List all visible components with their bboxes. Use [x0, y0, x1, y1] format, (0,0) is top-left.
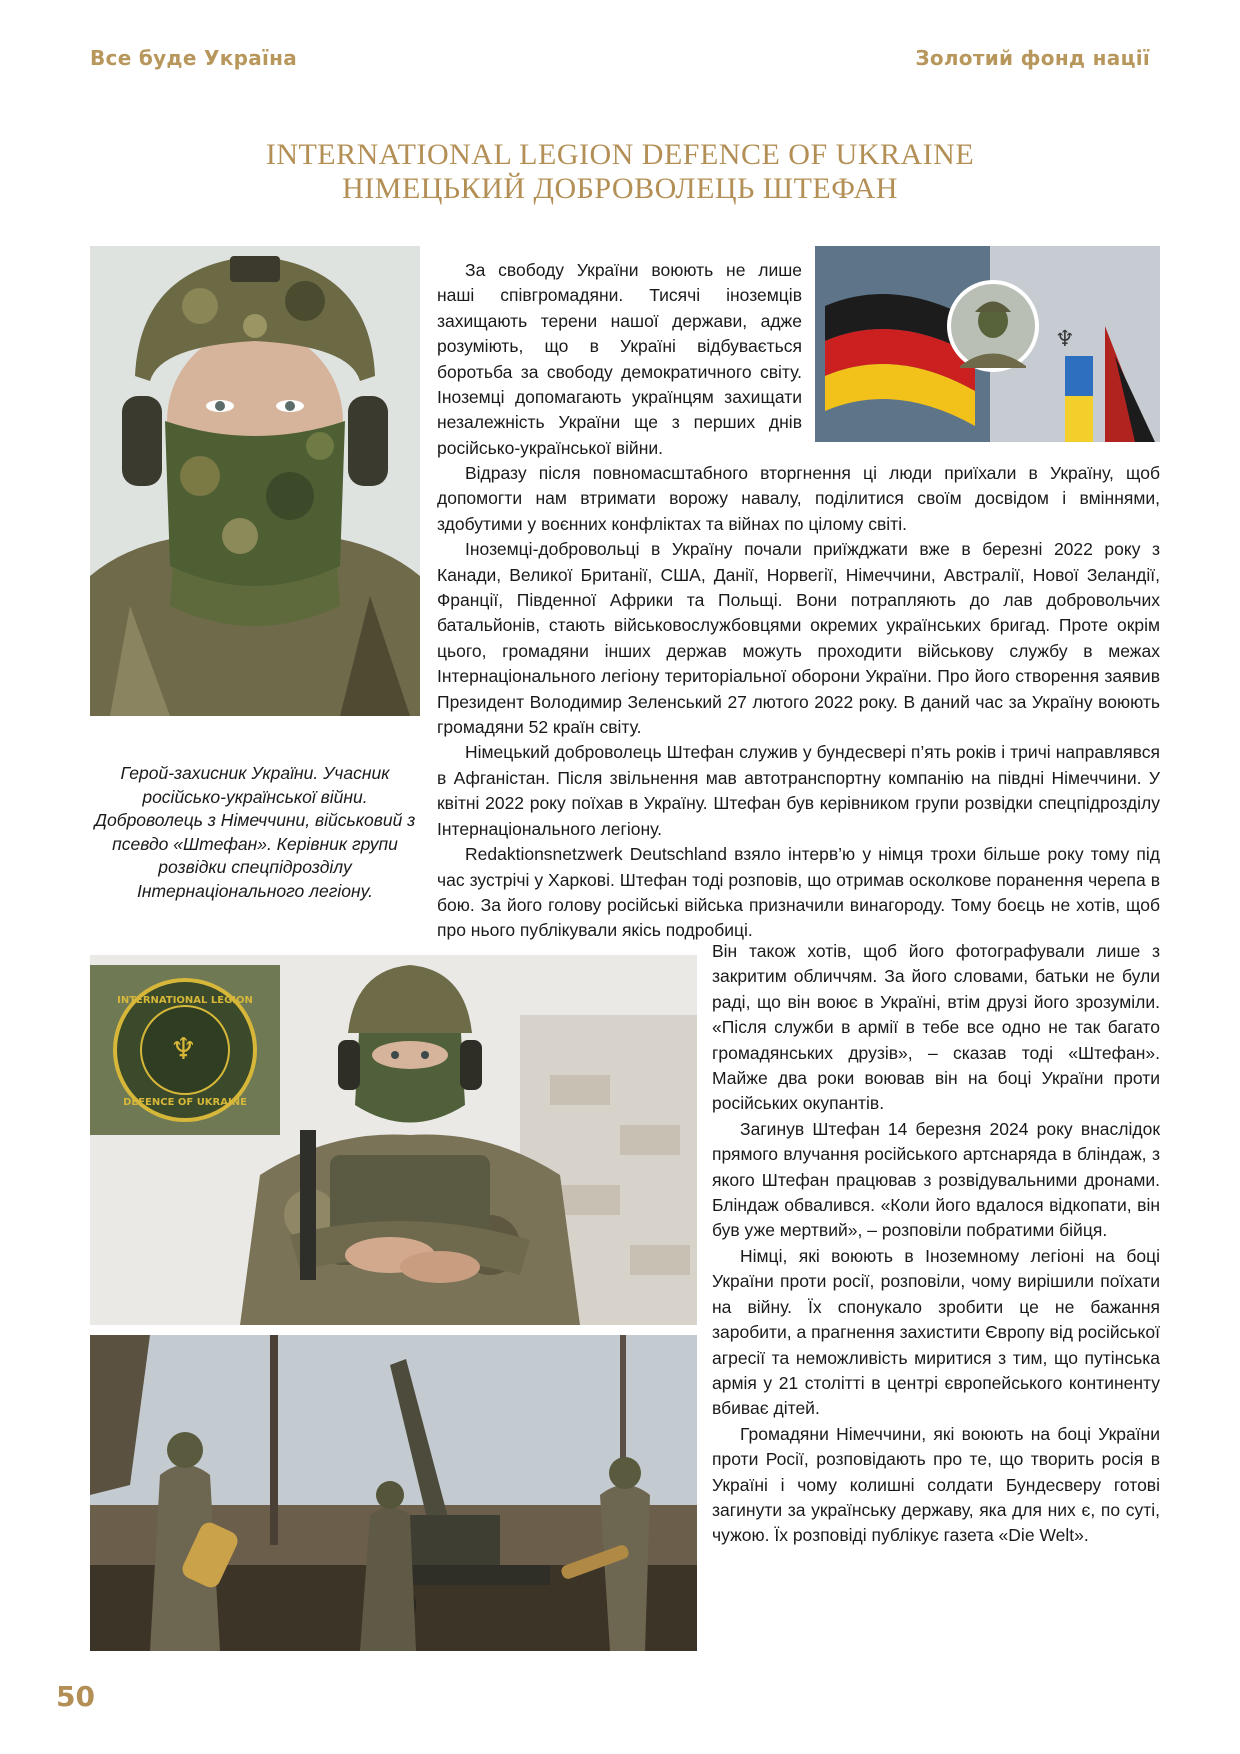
- patch-text-top: INTERNATIONAL LEGION: [117, 995, 253, 1006]
- paragraph-5: Redaktionsnetzwerk Deutschland взяло інтерв’ю у німця трохи більше року тому під час зустрічі у Харкові. Штефан тоді розповів, що отримав осколкове поранення черепа в бою. За його голову російські війська призначили винагороду. Тому боєць не хотів, щоб про нього публікували якісь подробиці.: [437, 844, 1160, 941]
- soldier-portrait-photo: [90, 246, 420, 716]
- portrait-caption: Герой-захисник України. Учасник російсько-української війни. Доброволець з Німеччини, військовий з псевдо «Штефан». Керівник групи розвідки спецпідрозділу Інтернаціонального легіону.: [94, 763, 416, 901]
- article-column-right: [712, 939, 1160, 1549]
- paragraph-6: Загинув Штефан 14 березня 2024 року внаслідок прямого влучання російського артснаряда в бліндаж, з якого Штефан працював з розвідувальними дронами. Бліндаж обвалився. «Коли його вдалося відкопати, він був уже мертвий», – розповіли побратими бійця.: [712, 1118, 1160, 1241]
- soldier-patch-illustration: [90, 955, 697, 1325]
- paragraph-4: Німецький доброволець Штефан служив у бундесвері п’ять років і тричі направлявся в Афганістан. Після звільнення мав автотранспортну компанію на півдні Німеччини. У квітні 2022 року поїхав в Україну. Штефан був керівником групи розвідки спецпідрозділу Інтернаціонального легіону.: [437, 742, 1160, 839]
- artillery-illustration: [90, 1335, 697, 1651]
- paragraph-5-continued: Він також хотів, щоб його фотографували лише з закритим обличчям. За його словами, батьки не були раді, що він воює в Україні, втім друзі його зрозуміли. «Після служби в армії в тебе все одно не так багато громадянських друзів», – сказав тоді «Штефан». Майже два роки воював він на боці України проти російських окупантів.: [712, 941, 1160, 1114]
- title-line-1: INTERNATIONAL LEGION DEFENCE OF UKRAINE: [265, 138, 975, 171]
- page-number: 50: [56, 1680, 95, 1713]
- paragraph-3: Іноземці-добровольці в Україну почали приїжджати вже в березні 2022 року з Канади, Великої Британії, США, Данії, Норвегії, Німеччини, Австралії, Нової Зеландії, Франції, Південної Африки та Польщі. Вони потрапляють до лав добровольчих батальйонів, стають військовослужбовцями окремих українських бригад. Проте окрім цього, громадяни інших держав можуть проходити військову службу в межах Інтернаціонального легіону територіальної оборони України. Про його створення заявив Президент Володимир Зеленський 27 лютого 2022 року. В даний час за Україну воюють громадяни 52 країн світу.: [437, 539, 1160, 738]
- article-column-wide: [437, 461, 1160, 944]
- article-title: [0, 138, 1240, 206]
- artillery-crew-photo: [90, 1335, 697, 1651]
- paragraph-1: За свободу України воюють не лише наші співгромадяни. Тисячі іноземців захищають терени нашої держави, адже розуміють, що в Україні відбувається боротьба за свободу демократичного світу. Іноземці допомагають українцям захищати незалежність України ще з перших днів російсько-української війни.: [437, 260, 802, 458]
- running-header-right: Золотий фонд нації: [915, 46, 1150, 70]
- paragraph-2: Відразу після повномасштабного вторгнення ці люди приїхали в Україну, щоб допомогти нам втримати ворожу навалу, поділитися своїм досвідом і вміннями, здобутими у воєнних конфліктах та війнах по цілому світі.: [437, 463, 1160, 534]
- patch-text-bottom: DEFENCE OF UKRAINE: [123, 1097, 247, 1108]
- soldier-portrait-illustration: [90, 246, 420, 716]
- running-header-left: Все буде Україна: [90, 46, 298, 70]
- soldier-with-patch-photo: [90, 955, 697, 1325]
- article-column-top: [437, 258, 802, 461]
- svg-text:♆: ♆: [1055, 327, 1075, 352]
- paragraph-8: Громадяни Німеччини, які воюють на боці України проти Росії, розповідають про те, що творить росія в Україні і чому колишні солдати Бундесверу готові загинути за українську державу, яка для них є, по суті, чужою. Їх розповіді публікує газета «Die Welt».: [712, 1423, 1160, 1546]
- title-line-2: НІМЕЦЬКИЙ ДОБРОВОЛЕЦЬ ШТЕФАН: [342, 172, 898, 205]
- flags-collage-photo: [815, 246, 1160, 442]
- flags-illustration: [815, 246, 1160, 442]
- paragraph-7: Німці, які воюють в Іноземному легіоні на боці України проти росії, розповіли, чому вирішили поїхати на війну. Їх спонукало зробити це не бажання заробити, а прагнення захистити Європу від російської агресії та неможливість миритися з тим, що путінська армія у 21 столітті в центрі європейського континенту вбиває дітей.: [712, 1245, 1160, 1419]
- svg-text:♆: ♆: [170, 1032, 197, 1067]
